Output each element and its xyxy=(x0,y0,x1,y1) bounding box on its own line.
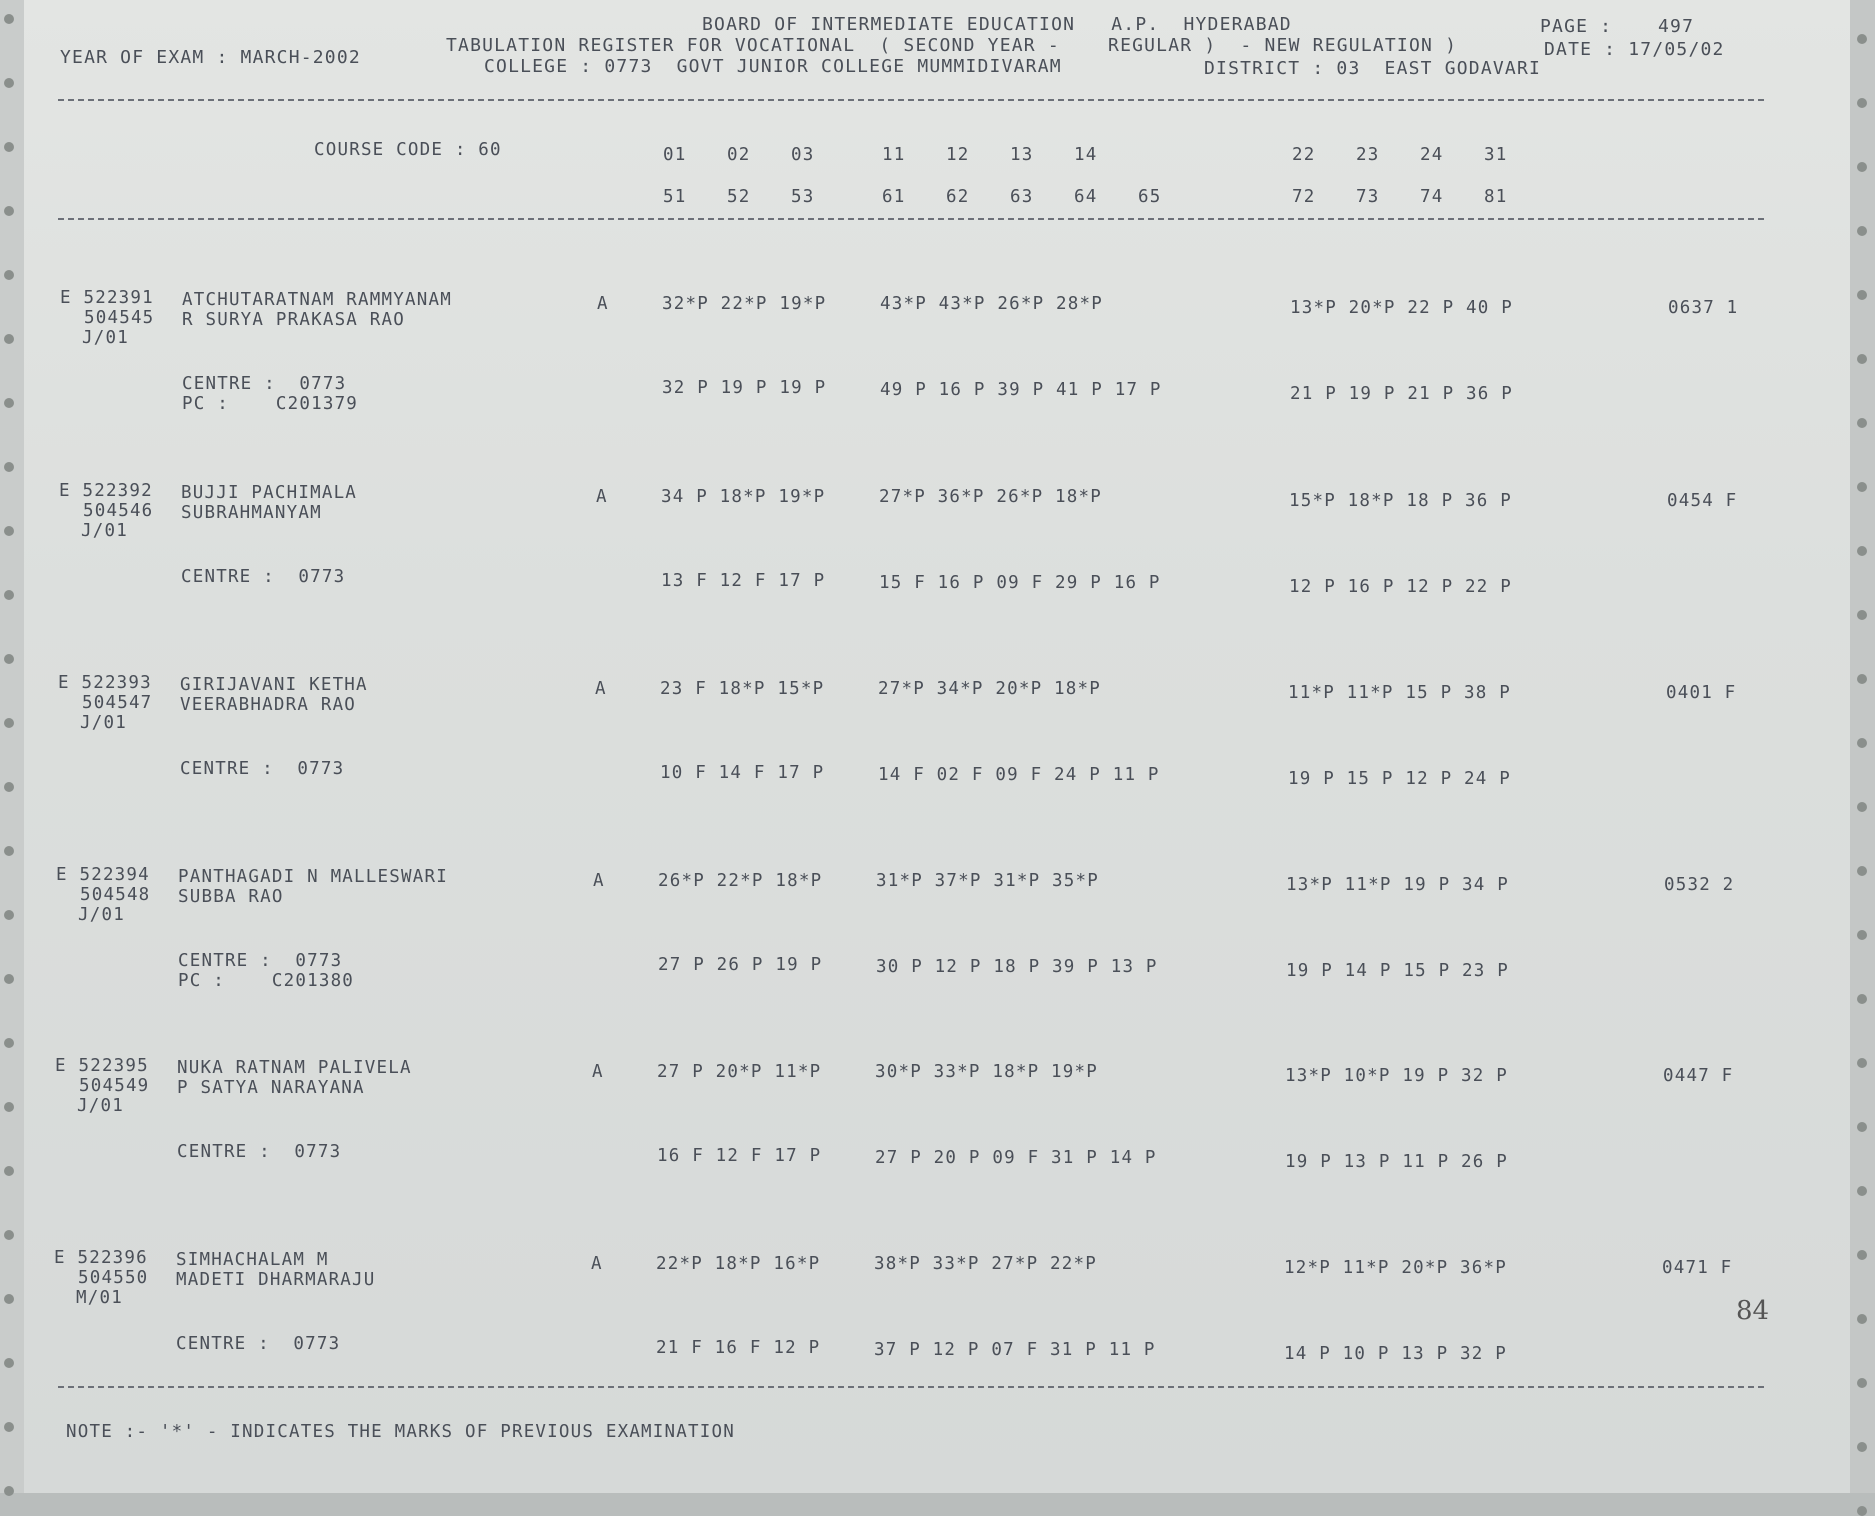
student-id: E 522391 xyxy=(60,288,154,308)
subject-code: 73 xyxy=(1356,187,1380,207)
tractor-hole xyxy=(4,1230,14,1240)
tractor-hole xyxy=(4,1038,14,1048)
tractor-hole xyxy=(1857,674,1867,684)
student-id: E 522396 xyxy=(54,1248,148,1268)
subject-code: 22 xyxy=(1292,145,1316,165)
tractor-hole xyxy=(4,590,14,600)
marks-part3-a: 13*P 10*P 19 P 32 P xyxy=(1285,1066,1508,1086)
hall-ticket: 504548 xyxy=(80,885,151,905)
tractor-hole xyxy=(1857,546,1867,556)
father-name: P SATYA NARAYANA xyxy=(177,1078,365,1098)
marks-part1-b: 13 F 12 F 17 P xyxy=(661,571,826,591)
marks-part2-a: 31*P 37*P 31*P 35*P xyxy=(876,871,1099,891)
tractor-hole xyxy=(4,782,14,792)
group-letter: A xyxy=(592,1062,604,1082)
tractor-hole xyxy=(4,1358,14,1368)
subject-code: 64 xyxy=(1074,187,1098,207)
tractor-hole xyxy=(1857,1442,1867,1452)
marks-part1-b: 32 P 19 P 19 P xyxy=(662,378,827,398)
tractor-hole xyxy=(4,206,14,216)
subject-code: 02 xyxy=(727,145,751,165)
tractor-hole xyxy=(1857,34,1867,44)
marks-part2-b: 15 F 16 P 09 F 29 P 16 P xyxy=(879,573,1161,593)
student-name: PANTHAGADI N MALLESWARI xyxy=(178,867,448,887)
hall-ticket: 504546 xyxy=(83,501,154,521)
subject-code: 12 xyxy=(946,145,970,165)
tractor-hole xyxy=(1857,1250,1867,1260)
marks-part3-a: 13*P 20*P 22 P 40 P xyxy=(1290,298,1513,318)
tractor-hole xyxy=(1857,1506,1867,1516)
centre-code: CENTRE : 0773 xyxy=(177,1142,342,1162)
marks-part1-b: 10 F 14 F 17 P xyxy=(660,763,825,783)
marks-part1-a: 23 F 18*P 15*P xyxy=(660,679,825,699)
column-header-rule xyxy=(58,218,1764,220)
centre-code: CENTRE : 0773 xyxy=(180,759,345,779)
group-letter: A xyxy=(593,871,605,891)
tractor-hole xyxy=(1857,290,1867,300)
hall-ticket: 504545 xyxy=(84,308,155,328)
tractor-hole xyxy=(4,974,14,984)
footer-rule xyxy=(58,1386,1764,1388)
handwritten-page-mark: 84 xyxy=(1736,1296,1770,1326)
marks-part2-a: 27*P 34*P 20*P 18*P xyxy=(878,679,1101,699)
tractor-hole xyxy=(1857,866,1867,876)
hall-ticket: 504547 xyxy=(82,693,153,713)
marks-part3-a: 15*P 18*P 18 P 36 P xyxy=(1289,491,1512,511)
tractor-hole xyxy=(4,78,14,88)
student-name: GIRIJAVANI KETHA xyxy=(180,675,368,695)
group-code: J/01 xyxy=(81,521,128,541)
tractor-hole xyxy=(1857,1186,1867,1196)
pc-code: PC : C201380 xyxy=(178,971,355,991)
centre-code: CENTRE : 0773 xyxy=(176,1334,341,1354)
subject-code: 53 xyxy=(791,187,815,207)
district-line: DISTRICT : 03 EAST GODAVARI xyxy=(1204,58,1542,79)
father-name: SUBRAHMANYAM xyxy=(181,503,322,523)
marks-part2-a: 27*P 36*P 26*P 18*P xyxy=(879,487,1102,507)
tractor-hole xyxy=(1857,1122,1867,1132)
group-code: M/01 xyxy=(76,1288,123,1308)
page-number: 497 xyxy=(1658,16,1695,37)
marks-part1-b: 21 F 16 F 12 P xyxy=(656,1338,821,1358)
marks-part2-b: 49 P 16 P 39 P 41 P 17 P xyxy=(880,380,1162,400)
board-title: BOARD OF INTERMEDIATE EDUCATION A.P. HYDERABAD xyxy=(702,14,1292,35)
student-name: NUKA RATNAM PALIVELA xyxy=(177,1058,412,1078)
tractor-hole xyxy=(1857,1058,1867,1068)
tractor-hole xyxy=(1857,1314,1867,1324)
group-code: J/01 xyxy=(82,328,129,348)
father-name: R SURYA PRAKASA RAO xyxy=(182,310,405,330)
tractor-hole xyxy=(1857,226,1867,236)
marks-part2-b: 14 F 02 F 09 F 24 P 11 P xyxy=(878,765,1160,785)
tractor-hole xyxy=(4,654,14,664)
tractor-hole xyxy=(1857,738,1867,748)
marks-part3-b: 21 P 19 P 21 P 36 P xyxy=(1290,384,1513,404)
year-of-exam: YEAR OF EXAM : MARCH-2002 xyxy=(60,47,361,68)
tractor-hole xyxy=(1857,98,1867,108)
total-result: 0454 F xyxy=(1667,491,1738,511)
marks-part2-a: 30*P 33*P 18*P 19*P xyxy=(875,1062,1098,1082)
group-code: J/01 xyxy=(77,1096,124,1116)
subject-code: 62 xyxy=(946,187,970,207)
tractor-hole xyxy=(4,1422,14,1432)
marks-part3-a: 13*P 11*P 19 P 34 P xyxy=(1286,875,1509,895)
tractor-hole xyxy=(4,142,14,152)
subject-code: 31 xyxy=(1484,145,1508,165)
tractor-hole xyxy=(1857,162,1867,172)
tractor-hole xyxy=(4,846,14,856)
marks-part2-a: 43*P 43*P 26*P 28*P xyxy=(880,294,1103,314)
marks-part3-b: 19 P 13 P 11 P 26 P xyxy=(1285,1152,1508,1172)
hall-ticket: 504549 xyxy=(79,1076,150,1096)
father-name: SUBBA RAO xyxy=(178,887,284,907)
total-result: 0471 F xyxy=(1662,1258,1733,1278)
tractor-hole xyxy=(1857,482,1867,492)
marks-part1-a: 26*P 22*P 18*P xyxy=(658,871,823,891)
print-date: DATE : 17/05/02 xyxy=(1544,39,1725,60)
subject-code: 23 xyxy=(1356,145,1380,165)
subject-code: 51 xyxy=(663,187,687,207)
group-letter: A xyxy=(596,487,608,507)
course-code: COURSE CODE : 60 xyxy=(314,140,502,160)
marks-part2-b: 30 P 12 P 18 P 39 P 13 P xyxy=(876,957,1158,977)
tractor-hole xyxy=(1857,1378,1867,1388)
marks-part2-b: 27 P 20 P 09 F 31 P 14 P xyxy=(875,1148,1157,1168)
subject-code: 81 xyxy=(1484,187,1508,207)
student-name: BUJJI PACHIMALA xyxy=(181,483,358,503)
father-name: VEERABHADRA RAO xyxy=(180,695,357,715)
total-result: 0532 2 xyxy=(1664,875,1735,895)
tractor-hole xyxy=(1857,418,1867,428)
college-line: COLLEGE : 0773 GOVT JUNIOR COLLEGE MUMMIDIVARAM xyxy=(484,56,1062,77)
tractor-hole xyxy=(4,462,14,472)
total-result: 0401 F xyxy=(1666,683,1737,703)
tractor-hole xyxy=(4,14,14,24)
header-rule xyxy=(58,99,1764,101)
subject-code: 72 xyxy=(1292,187,1316,207)
marks-part3-a: 12*P 11*P 20*P 36*P xyxy=(1284,1258,1507,1278)
tractor-hole xyxy=(1857,994,1867,1004)
student-id: E 522394 xyxy=(56,865,150,885)
group-letter: A xyxy=(595,679,607,699)
tractor-hole xyxy=(4,1166,14,1176)
total-result: 0637 1 xyxy=(1668,298,1739,318)
student-name: SIMHACHALAM M xyxy=(176,1250,329,1270)
tractor-hole xyxy=(4,1102,14,1112)
marks-part1-b: 16 F 12 F 17 P xyxy=(657,1146,822,1166)
group-code: J/01 xyxy=(80,713,127,733)
subject-code: 61 xyxy=(882,187,906,207)
marks-part3-b: 19 P 14 P 15 P 23 P xyxy=(1286,961,1509,981)
student-id: E 522395 xyxy=(55,1056,149,1076)
group-letter: A xyxy=(591,1254,603,1274)
tractor-hole xyxy=(4,398,14,408)
pc-code: PC : C201379 xyxy=(182,394,359,414)
subject-code: 14 xyxy=(1074,145,1098,165)
tractor-hole xyxy=(4,334,14,344)
marks-part1-b: 27 P 26 P 19 P xyxy=(658,955,823,975)
marks-part3-b: 19 P 15 P 12 P 24 P xyxy=(1288,769,1511,789)
subject-code: 13 xyxy=(1010,145,1034,165)
left-tractor-margin xyxy=(0,0,24,1493)
marks-part3-b: 14 P 10 P 13 P 32 P xyxy=(1284,1344,1507,1364)
centre-code: CENTRE : 0773 xyxy=(182,374,347,394)
marks-part2-b: 37 P 12 P 07 F 31 P 11 P xyxy=(874,1340,1156,1360)
subject-code: 01 xyxy=(663,145,687,165)
group-letter: A xyxy=(597,294,609,314)
student-name: ATCHUTARATNAM RAMMYANAM xyxy=(182,290,452,310)
subject-code: 63 xyxy=(1010,187,1034,207)
hall-ticket: 504550 xyxy=(78,1268,149,1288)
subject-code: 65 xyxy=(1138,187,1162,207)
tractor-hole xyxy=(1857,610,1867,620)
register-title: TABULATION REGISTER FOR VOCATIONAL ( SECOND YEAR - REGULAR ) - NEW REGULATION ) xyxy=(446,35,1458,56)
tractor-hole xyxy=(4,526,14,536)
footer-note: NOTE :- '*' - INDICATES THE MARKS OF PREVIOUS EXAMINATION xyxy=(66,1422,735,1442)
subject-code: 74 xyxy=(1420,187,1444,207)
marks-part1-a: 34 P 18*P 19*P xyxy=(661,487,826,507)
centre-code: CENTRE : 0773 xyxy=(181,567,346,587)
tractor-hole xyxy=(4,1486,14,1496)
tractor-hole xyxy=(1857,802,1867,812)
tractor-hole xyxy=(4,1294,14,1304)
page-label: PAGE : xyxy=(1540,16,1613,37)
marks-part1-a: 27 P 20*P 11*P xyxy=(657,1062,822,1082)
student-id: E 522392 xyxy=(59,481,153,501)
centre-code: CENTRE : 0773 xyxy=(178,951,343,971)
subject-code: 52 xyxy=(727,187,751,207)
tractor-hole xyxy=(4,718,14,728)
tractor-hole xyxy=(1857,354,1867,364)
subject-code: 03 xyxy=(791,145,815,165)
father-name: MADETI DHARMARAJU xyxy=(176,1270,376,1290)
marks-part3-a: 11*P 11*P 15 P 38 P xyxy=(1288,683,1511,703)
total-result: 0447 F xyxy=(1663,1066,1734,1086)
tractor-hole xyxy=(1857,930,1867,940)
marks-part3-b: 12 P 16 P 12 P 22 P xyxy=(1289,577,1512,597)
subject-code: 11 xyxy=(882,145,906,165)
marks-part2-a: 38*P 33*P 27*P 22*P xyxy=(874,1254,1097,1274)
tractor-hole xyxy=(4,270,14,280)
marks-part1-a: 22*P 18*P 16*P xyxy=(656,1254,821,1274)
subject-code: 24 xyxy=(1420,145,1444,165)
marks-part1-a: 32*P 22*P 19*P xyxy=(662,294,827,314)
student-id: E 522393 xyxy=(58,673,152,693)
tractor-hole xyxy=(4,910,14,920)
group-code: J/01 xyxy=(78,905,125,925)
